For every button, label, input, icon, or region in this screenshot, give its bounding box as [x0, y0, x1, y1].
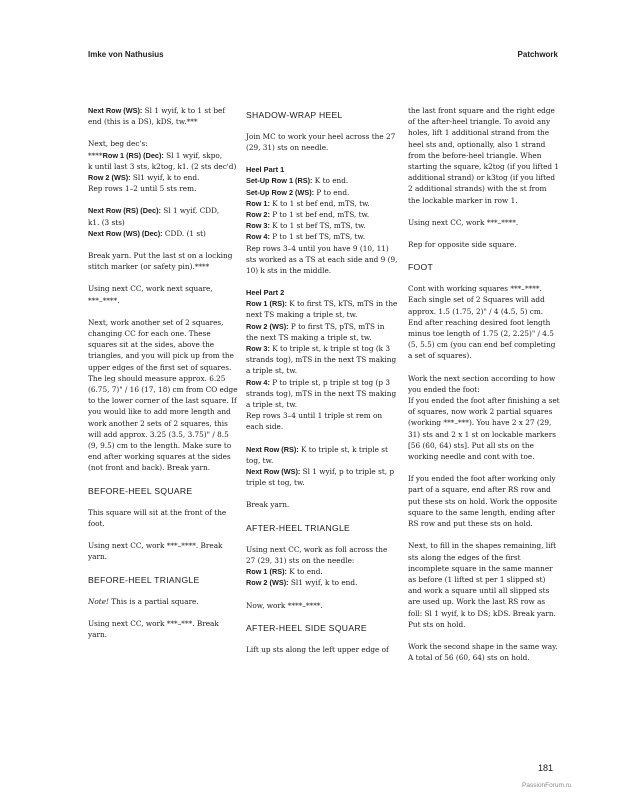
row-text: K to triple st, k triple st tog (k 3 strands tog), mTS in the next TS making a triple st, tw.	[246, 344, 397, 376]
text-line	[246, 566, 398, 577]
paragraph: Work the second shape in the same way. A total of 56 (60, 64) sts on hold.	[408, 641, 558, 663]
paragraph	[246, 544, 398, 589]
row-text: Sl 1 wyif, p to triple st, p triple st tog, tw.	[246, 467, 395, 488]
row-label: Row 3:	[246, 344, 270, 354]
row-text: K to end.	[286, 567, 323, 577]
row-text: K to end.	[312, 176, 349, 186]
paragraph: Rep for opposite side square.	[408, 240, 517, 250]
row-label: Set-Up Row 1 (RS):	[246, 176, 313, 186]
text-line	[88, 228, 240, 239]
text-line: Rep rows 3–4 until 1 triple st rem on each side.	[246, 411, 383, 432]
paragraph	[88, 205, 240, 239]
paragraph: Lift up sts along the left upper edge of	[246, 644, 389, 654]
text-line	[88, 172, 240, 183]
text-line	[246, 577, 398, 588]
paragraph	[88, 283, 240, 305]
row-text: P to triple st, p triple st tog (p 3 strands tog), mTS in the next TS making a triple st, tw.	[246, 377, 397, 410]
row-label: Next Row (RS):	[246, 444, 299, 454]
row-text: K to triple st, k triple st tog, tw.	[246, 444, 388, 465]
page-number: 181	[538, 763, 554, 773]
text-line	[246, 175, 398, 186]
column-1	[88, 105, 240, 651]
text-line	[246, 321, 398, 343]
paragraph	[246, 298, 398, 432]
row-text: P to 1 st bef TS, mTS, tw.	[269, 232, 366, 242]
row-label: Row 4:	[246, 232, 270, 242]
row-label: Row 1 (RS) (Dec):	[102, 150, 164, 160]
text-line: ***–****.	[88, 295, 120, 305]
paragraph	[88, 596, 240, 607]
text-line	[246, 209, 398, 220]
note-label: Note!	[88, 596, 109, 606]
paragraph: Using next CC, work ***–****.	[408, 217, 519, 227]
paragraph: If you ended the foot after working only part of a square, end after RS row and put these sts on hold. Work the opposite square to the same length, ending after RS row and put these sts on hold.	[408, 474, 558, 529]
section-heading: BEFORE-HEEL TRIANGLE	[88, 574, 200, 585]
row-label: Row 3:	[246, 221, 270, 231]
row-label: Row 4:	[246, 377, 270, 387]
paragraph: Using next CC, work ***–****. Break yarn.	[88, 541, 223, 562]
row-text: Sl 1 wyif, CDD,	[160, 206, 220, 216]
row-text: Sl1 wyif, k to end.	[288, 578, 358, 588]
paragraph: Now, work ****–****.	[246, 600, 323, 610]
paragraph: Break yarn.	[246, 500, 290, 510]
row-label: Set-Up Row 2 (WS):	[246, 187, 315, 197]
text-line: Rep rows 1–2 until 5 sts rem.	[88, 184, 197, 194]
text-line: k1. (3 sts)	[88, 217, 125, 227]
text-line: end (this is a DS), kDS, tw.***	[88, 117, 198, 127]
row-text: Sl 1 wyif, k to 1 st bef	[142, 106, 226, 115]
text-line: Break yarn. Put the last st on a locking	[88, 251, 233, 261]
text-line	[246, 187, 398, 198]
text-line: Rep rows 3–4 until you have 9 (10, 11) sts worked as a TS at each side and 9 (9, 10) k sts in the middle.	[246, 243, 398, 276]
column-2	[246, 105, 398, 666]
running-header-section: Patchwork	[517, 50, 558, 59]
note-text: This is a partial square.	[108, 596, 199, 606]
row-text: P to first TS, pTS, mTS in the next TS making a triple st, tw.	[246, 321, 385, 342]
row-label: Next Row (WS):	[246, 467, 301, 477]
row-label: Next Row (WS):	[88, 106, 143, 115]
paragraph	[88, 105, 240, 127]
subheading: Heel Part 1	[246, 165, 285, 175]
section-heading: AFTER-HEEL TRIANGLE	[246, 522, 351, 533]
paragraph: Using next CC, work ***–***. Break yarn.	[88, 618, 219, 639]
row-text: CDD. (1 st)	[162, 228, 206, 238]
row-text: K to first TS, kTS, mTS in the next TS making a triple st, tw.	[246, 299, 398, 320]
text-line	[246, 298, 398, 320]
row-text: K to 1 st bef TS, mTS, tw.	[269, 221, 366, 231]
paragraph: the last front square and the right edge of the after-heel triangle. To avoid any holes, lift 1 additional strand from the heel sts and, optionally, also 1 strand from the before-heel triangle. When starting the square, k2tog (if you lifted 1 additional strand) or k3tog (if you lifted 2 additional strands) with the st from the lockable marker in row 1.	[408, 106, 560, 205]
row-label: Row 2 (WS):	[246, 321, 289, 331]
paragraph	[408, 373, 560, 463]
row-text: P to end.	[314, 187, 350, 197]
text-line	[246, 444, 398, 466]
paragraph: Next, to fill in the shapes remaining, lift sts along the edges of the first incomplete square in the same manner as before (1 lifted st per 1 slipped st) and work a square until all slipped sts are used up. Work the last RS row as foll: Sl 1 wyif, k to DS; kDS. Break yarn. Put sts on hold.	[408, 541, 557, 629]
row-label: Row 2 (WS):	[246, 578, 289, 588]
watermark: PassionForum.ru	[522, 782, 572, 789]
text-line	[246, 377, 398, 411]
text-line: If you ended the foot after finishing a set of squares, now work 2 partial squares (working ***–***). You have 2 x 27 (29, 31) sts and 2 x 1 st on lockable markers [56 (60, 64) sts]. Put all sts on the working needle and cont with toe.	[408, 396, 560, 462]
row-label: Row 1 (RS):	[246, 567, 287, 577]
row-label: Next Row (RS) (Dec):	[88, 206, 161, 216]
text-line	[88, 205, 240, 216]
paragraph	[88, 250, 240, 272]
section-heading: AFTER-HEEL SIDE SQUARE	[246, 622, 367, 633]
text-line	[246, 220, 398, 231]
paragraph: Join MC to work your heel across the 27 (29, 31) sts on needle.	[246, 132, 396, 153]
subheading: Heel Part 2	[246, 288, 285, 298]
paragraph	[88, 138, 240, 194]
row-text: Sl 1 wyif, skpo,	[163, 150, 223, 160]
text-line: stitch marker (or safety pin).****	[88, 262, 210, 272]
text-line: Next, beg dec's:	[88, 139, 148, 149]
section-heading: SHADOW-WRAP HEEL	[246, 110, 343, 120]
row-label: Row 1 (RS):	[246, 299, 287, 309]
paragraph	[246, 175, 398, 276]
text-line: k until last 3 sts, k2tog, k1. (2 sts dec'd)	[88, 161, 237, 171]
row-text: K to 1 st bef end, mTS, tw.	[269, 198, 370, 208]
text-line	[246, 343, 398, 377]
text-line: Work the next section according to how you ended the foot:	[408, 373, 556, 394]
row-text: Sl1 wyif, k to end.	[130, 173, 200, 183]
text-line	[246, 466, 398, 488]
row-text: P to 1 st bef end, mTS, tw.	[269, 210, 370, 220]
column-3	[408, 105, 560, 674]
row-label: Next Row (WS) (Dec):	[88, 228, 163, 238]
paragraph: This square will sit at the front of the foot.	[88, 507, 227, 528]
text-line	[246, 198, 398, 209]
row-label: Row 2 (WS):	[88, 173, 131, 183]
row-label: Row 2:	[246, 210, 270, 220]
running-header-author: Imke von Nathusius	[88, 50, 164, 59]
paragraph: Cont with working squares ***–****. Each single set of 2 Squares will add approx. 1.5 (1.75, 2)" / 4 (4.5, 5) cm. End after reaching desired foot length minus toe length of 1.75 (2, 2.25)" / 4.5 (5, 5.5) cm (you can end bef completing a set of squares).	[408, 284, 556, 361]
text-line	[88, 150, 240, 161]
asterisks: ****	[88, 150, 103, 160]
section-heading: BEFORE-HEEL SQUARE	[88, 485, 193, 496]
paragraph: Next, work another set of 2 squares, changing CC for each one. These squares sit at the sides, above the triangles, and you will pick up from the upper edges of the first set of squares. The leg should measure approx. 6.25 (6.75, 7)" / 16 (17, 18) cm from CO edge to the lower corner of the last square. If you would like to add more length and work another 2 sets of 2 squares, this will add approx. 3.25 (3.5, 3.75)" / 8.5 (9, 9.5) cm to the length. Make sure to end after working squares at the sides (not front and back). Break yarn.	[88, 317, 238, 473]
row-label: Row 1:	[246, 198, 270, 208]
section-heading: FOOT	[408, 262, 434, 273]
paragraph	[246, 444, 398, 489]
text-line: Using next CC, work as foll across the 27 (29, 31) sts on the needle:	[246, 544, 388, 565]
text-line	[246, 231, 398, 242]
text-line: Using next CC, work next square,	[88, 284, 213, 294]
